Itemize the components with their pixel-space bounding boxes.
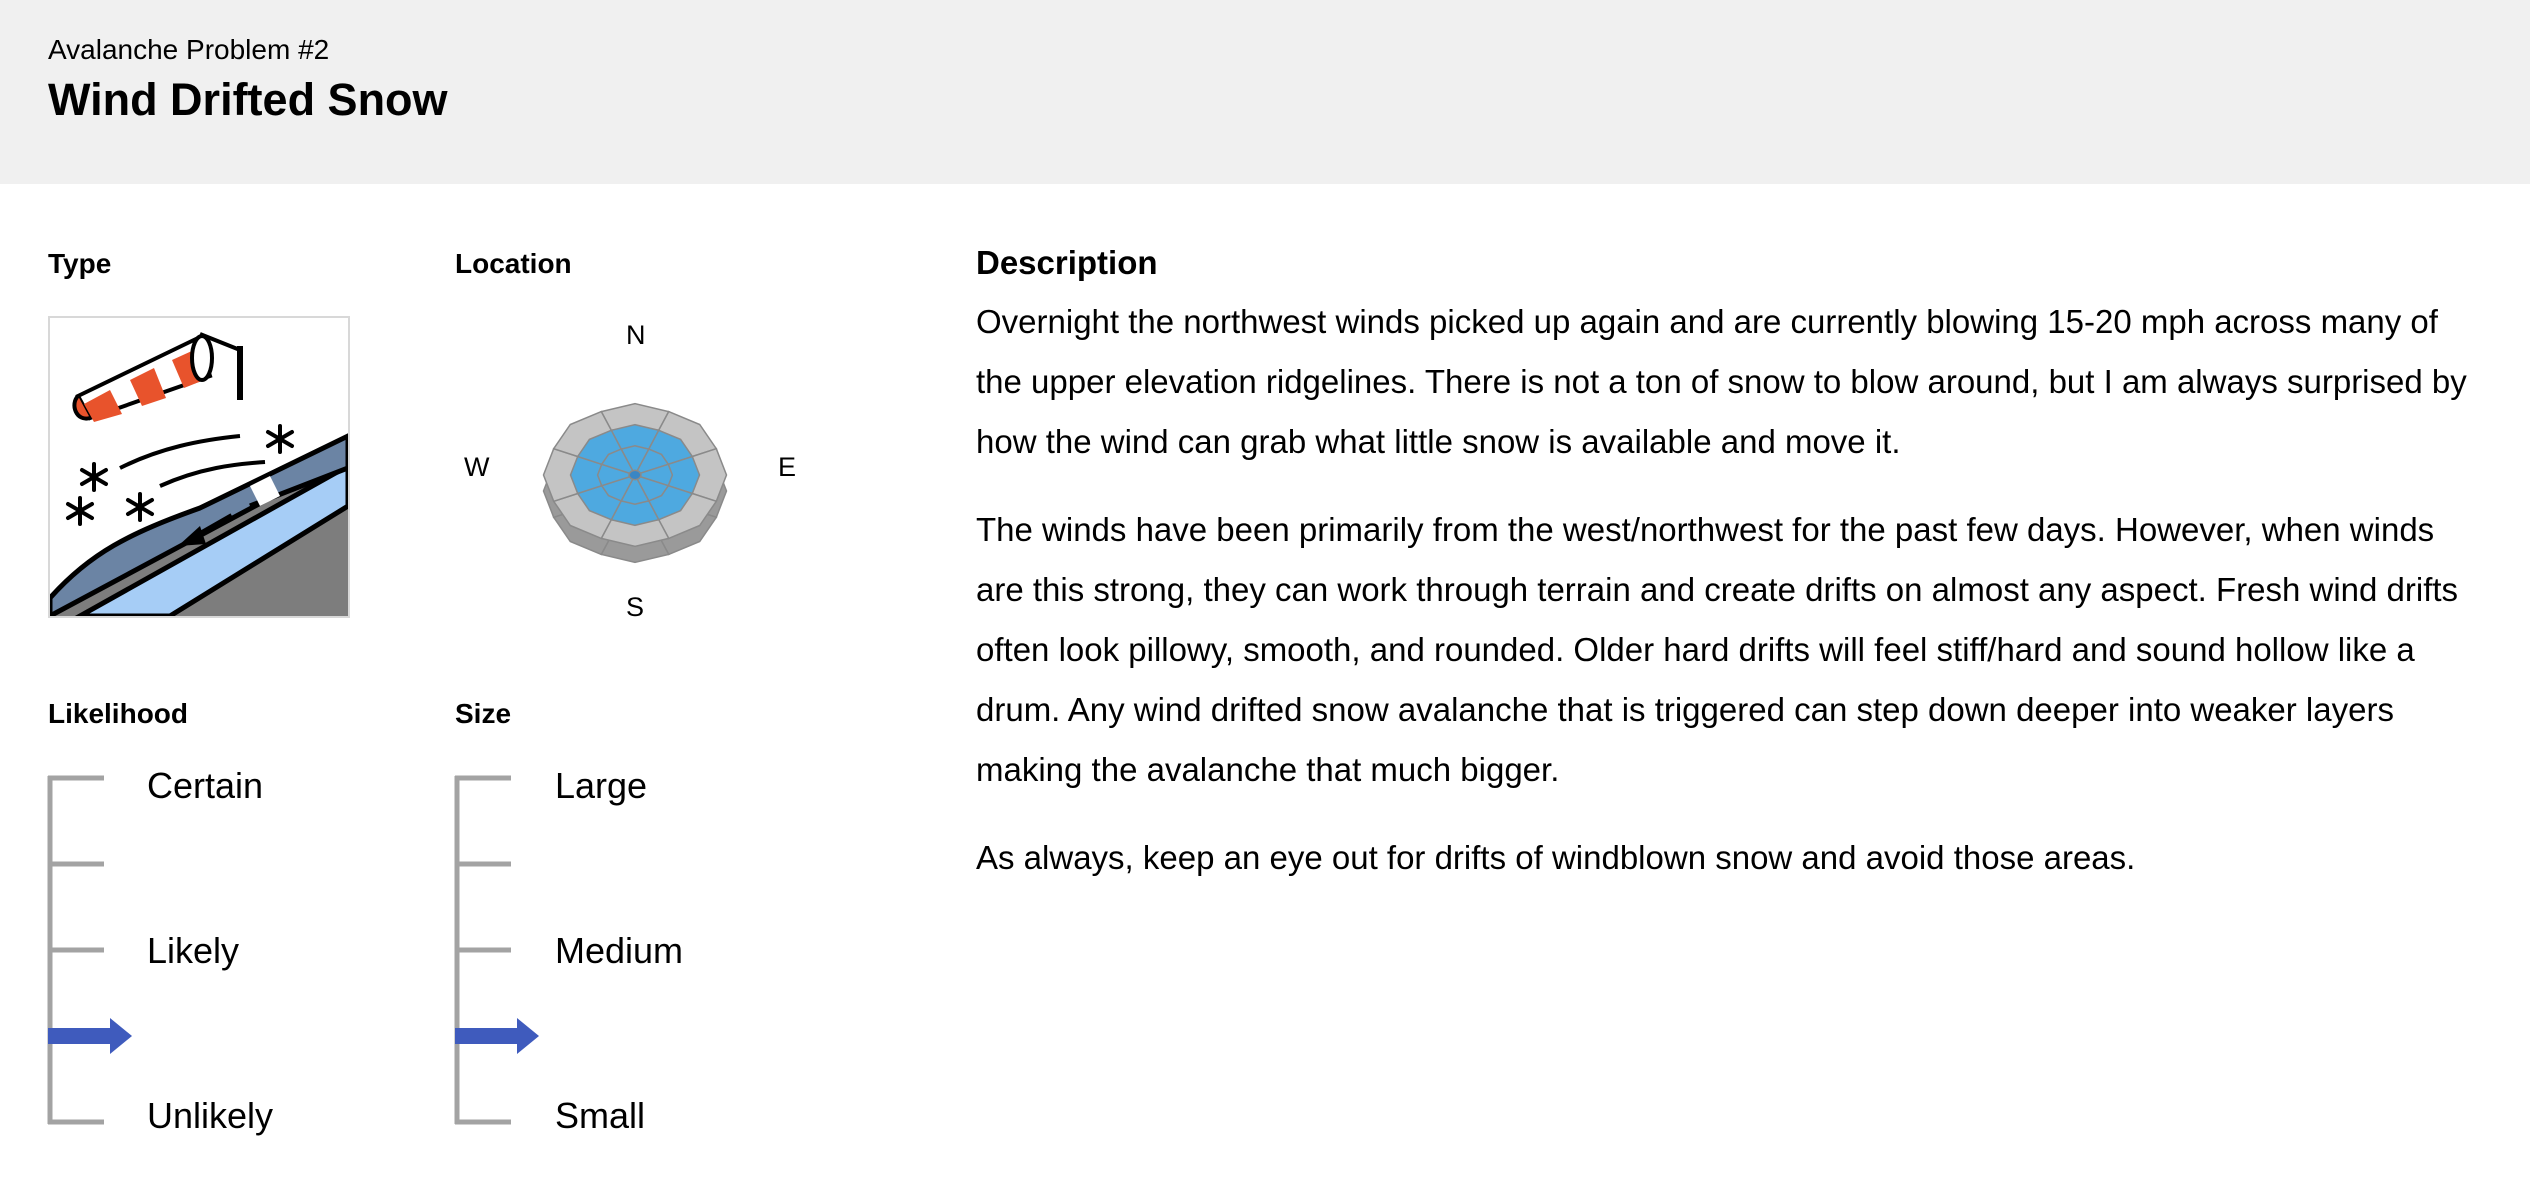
description-paragraph: As always, keep an eye out for drifts of windblown snow and avoid those areas. bbox=[976, 839, 2136, 876]
problem-header bbox=[0, 0, 2530, 184]
problem-number: Avalanche Problem #2 bbox=[48, 34, 330, 65]
size-level-small: Small bbox=[555, 1095, 646, 1136]
size-label: Size bbox=[455, 698, 512, 729]
likelihood-scale bbox=[46, 774, 146, 1126]
description-paragraph: The winds have been primarily from the west/northwest for the past few days. However, when winds are this strong, they can work through terrain and create drifts on almost any aspect. Fresh wind drifts often look pillowy, smooth, and rounded. Older hard drifts will feel stiff/hard and sound hollow like a drum. Any wind drifted snow avalanche that is triggered can step down deeper into weaker layers making the avalanche that much bigger. bbox=[976, 511, 2459, 788]
likelihood-label: Likelihood bbox=[48, 698, 188, 729]
likelihood-level-unlikely: Unlikely bbox=[147, 1095, 274, 1136]
likelihood-level-likely: Likely bbox=[147, 930, 240, 971]
compass-west: W bbox=[464, 452, 490, 482]
aspect-elevation-rose bbox=[495, 360, 775, 590]
type-label: Type bbox=[48, 248, 112, 279]
likelihood-indicator-arrow bbox=[48, 1018, 132, 1054]
size-scale bbox=[453, 774, 553, 1126]
compass-north: N bbox=[626, 320, 646, 350]
size-level-large: Large bbox=[555, 765, 648, 806]
problem-title: Wind Drifted Snow bbox=[48, 74, 448, 125]
size-level-medium: Medium bbox=[555, 930, 684, 971]
description-label: Description bbox=[976, 244, 1158, 281]
compass-south: S bbox=[626, 592, 645, 622]
compass-east: E bbox=[778, 452, 797, 482]
size-indicator-arrow bbox=[455, 1018, 539, 1054]
wind-drifted-snow-icon bbox=[48, 316, 350, 618]
description-paragraph: Overnight the northwest winds picked up again and are currently blowing 15-20 mph across many of the upper elevation ridgelines. There is not a ton of snow to blow around, but I am always surprised by how the wind can grab what little snow is available and move it. bbox=[976, 303, 2467, 460]
location-label: Location bbox=[455, 248, 572, 279]
description-body bbox=[976, 292, 2486, 916]
likelihood-level-certain: Certain bbox=[147, 765, 264, 806]
